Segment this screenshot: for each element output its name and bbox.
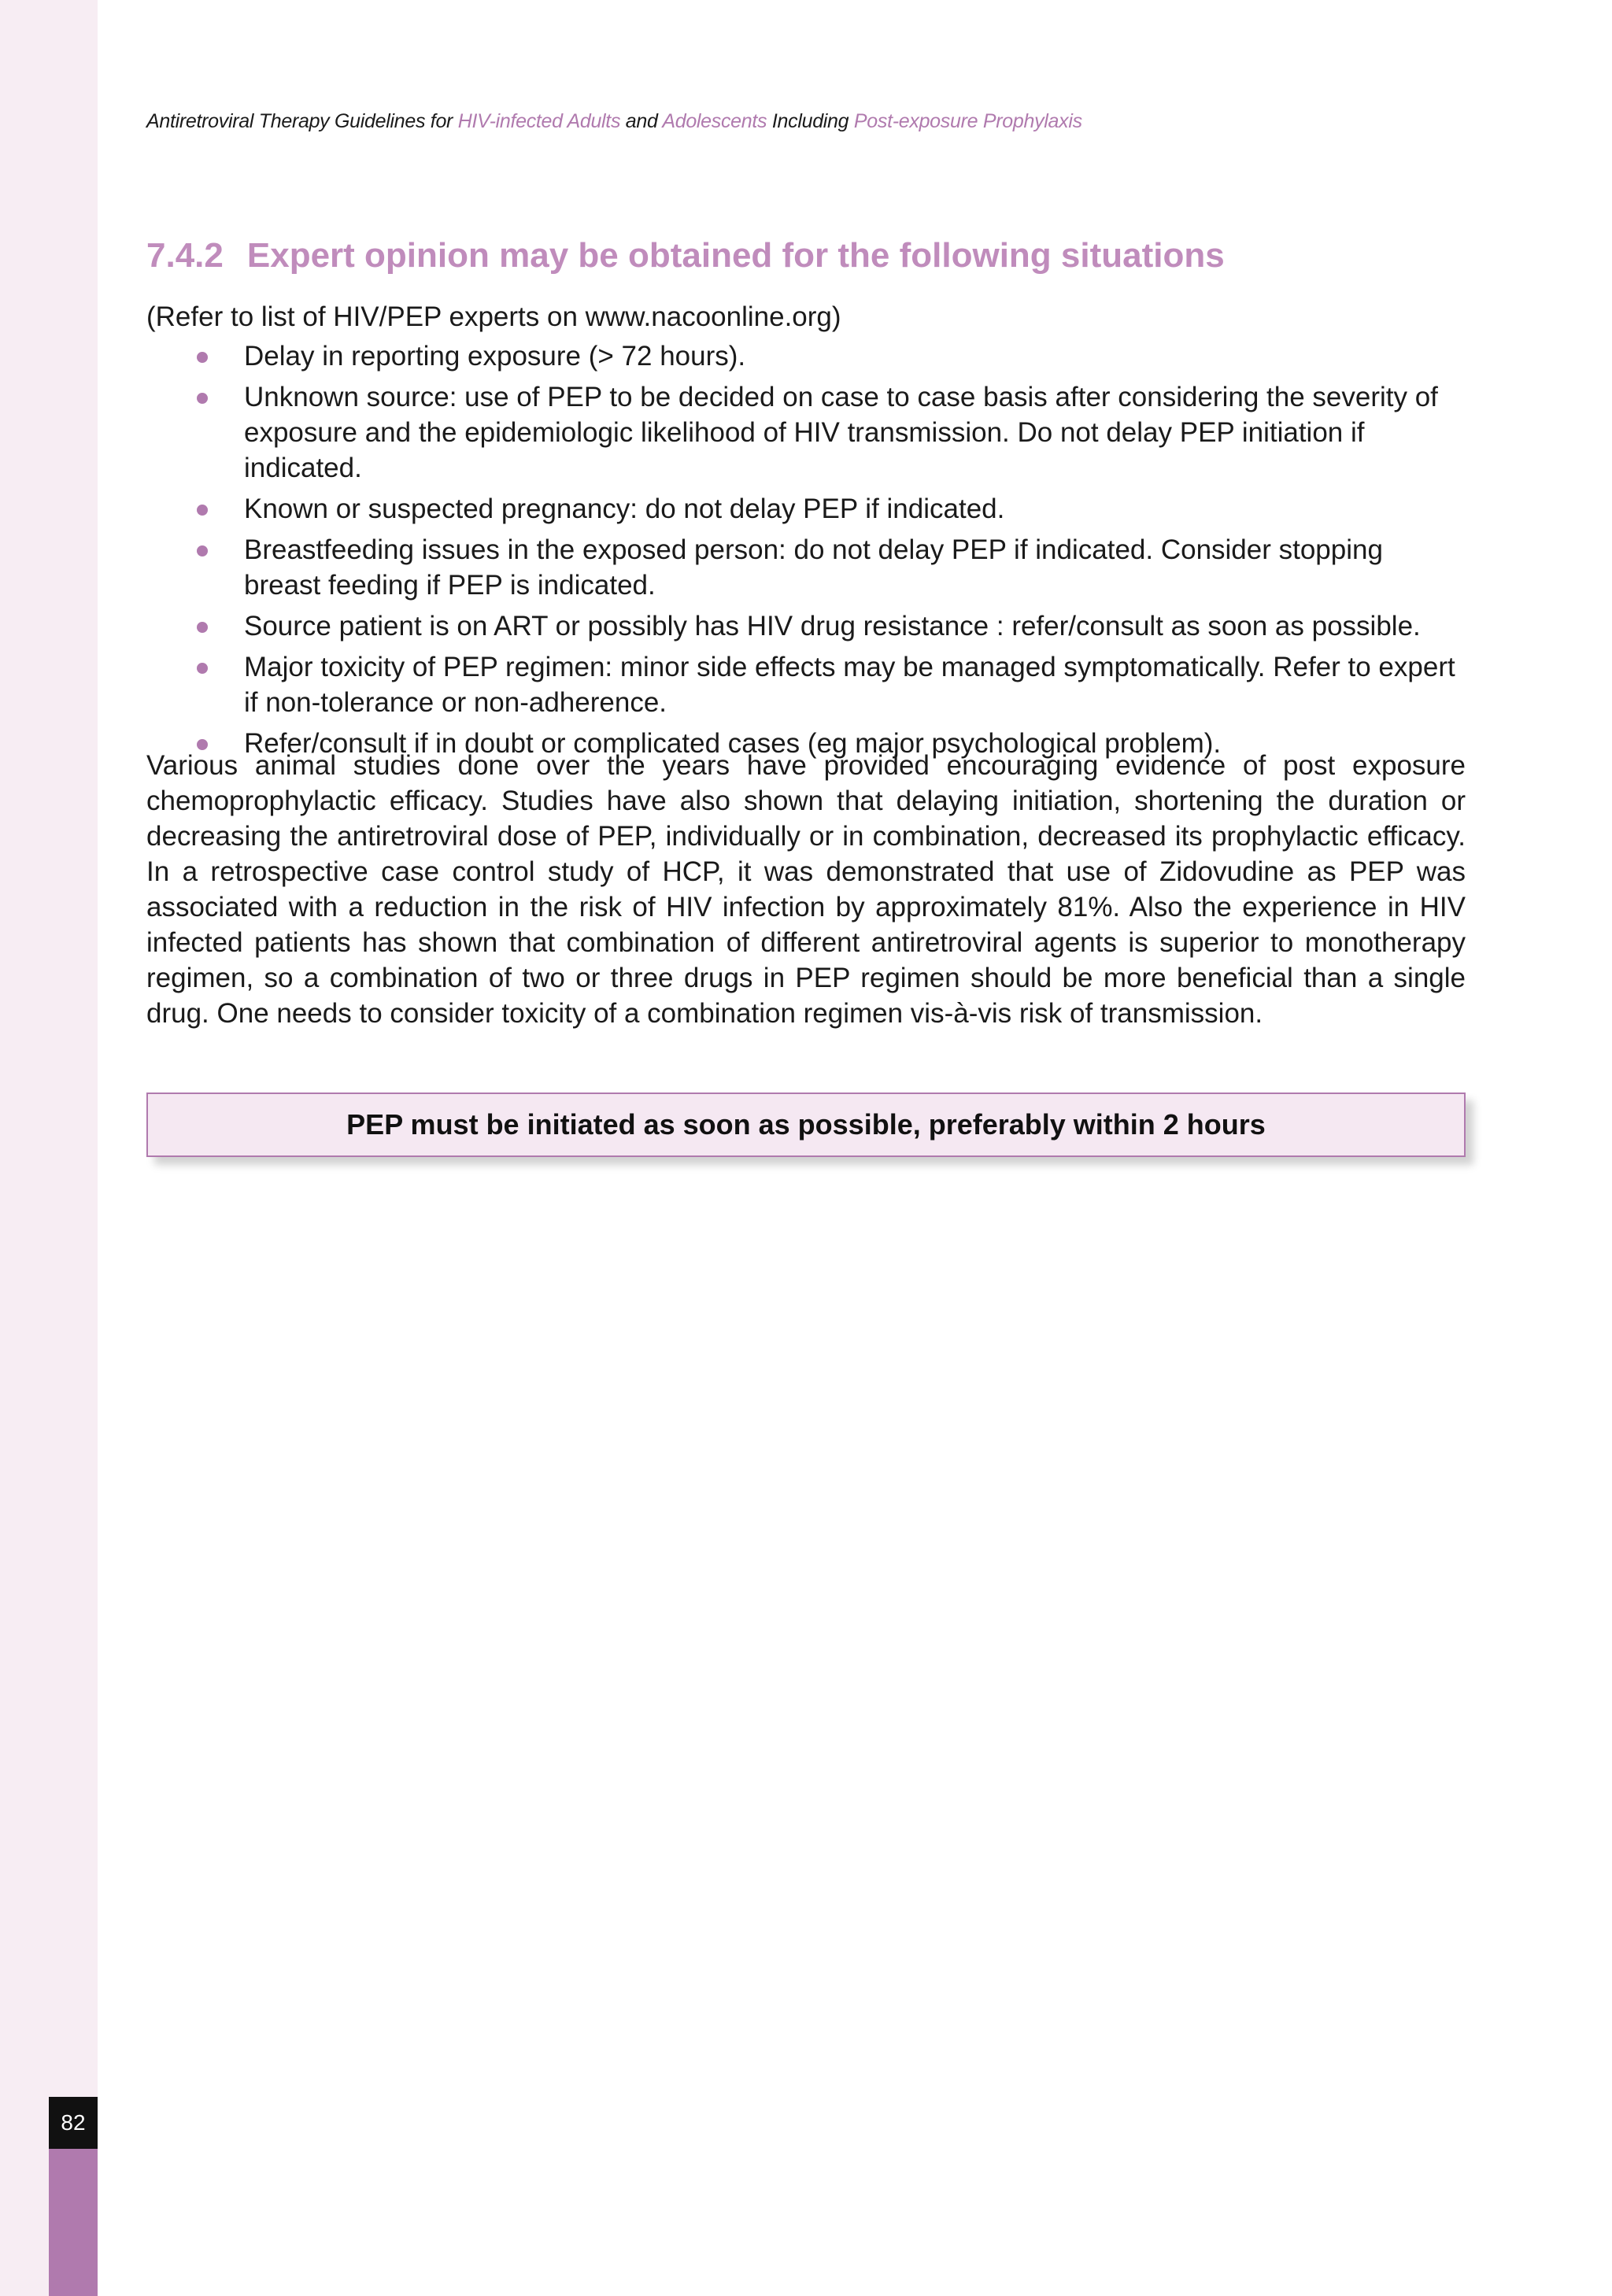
bullet-icon bbox=[197, 352, 208, 363]
header-text-3: Including bbox=[767, 110, 854, 132]
page-edge-tab bbox=[49, 2149, 98, 2296]
body-paragraph: Various animal studies done over the years have provided encouraging evidence of post exposure chemoprophylactic efficacy. Studies have also shown that delaying initiation, shortening the duration or decreasing the antiretroviral dose of PEP, individually or in combination, decreased its prophylactic efficacy. In a retrospective case control study of HCP, it was demonstrated that use of Zidovudine as PEP was associated with a reduction in the risk of HIV infection by approximately 81%. Also the experience in HIV infected patients has shown that combination of different antiretroviral agents is superior to monotherapy regimen, so a combination of two or three drugs in PEP regimen should be more beneficial than a single drug. One needs to consider toxicity of a combination regimen vis-à-vis risk of transmission. bbox=[146, 750, 1466, 1029]
list-item bbox=[146, 379, 1466, 486]
section-number: 7.4.2 bbox=[146, 236, 224, 275]
list-item bbox=[146, 338, 1466, 374]
header-audience-2: Adolescents bbox=[662, 110, 767, 132]
list-item-text: Major toxicity of PEP regimen: minor side effects may be managed symptomatically. Refer to expert if non-tolerance or non-adherence. bbox=[244, 652, 1455, 718]
key-message-callout bbox=[146, 1093, 1466, 1157]
list-item bbox=[146, 649, 1466, 720]
bullet-icon bbox=[197, 545, 208, 556]
section-title: Expert opinion may be obtained for the following situations bbox=[246, 236, 1225, 275]
callout-text: PEP must be initiated as soon as possible, preferably within 2 hours bbox=[346, 1108, 1266, 1141]
bullet-icon bbox=[197, 663, 208, 674]
reference-line: (Refer to list of HIV/PEP experts on www.nacoonline.org) bbox=[146, 301, 841, 332]
list-item-text: Delay in reporting exposure (> 72 hours). bbox=[244, 341, 746, 372]
bullet-icon bbox=[197, 505, 208, 516]
header-audience-1: HIV-infected Adults bbox=[457, 110, 621, 132]
list-item bbox=[146, 491, 1466, 527]
list-item-text: Unknown source: use of PEP to be decided on case to case basis after considering the severity of exposure and the epidemiologic likelihood of HIV transmission. Do not delay PEP initiation if indicated. bbox=[244, 382, 1438, 483]
page-number: 82 bbox=[49, 2097, 98, 2149]
section-heading bbox=[146, 236, 1225, 275]
list-item bbox=[146, 532, 1466, 603]
list-item-text: Refer/consult if in doubt or complicated cases (eg major psychological problem). bbox=[244, 728, 1222, 759]
list-item-text: Breastfeeding issues in the exposed person: do not delay PEP if indicated. Consider stopping breast feeding if PEP is indicated. bbox=[244, 534, 1383, 601]
situations-list bbox=[146, 338, 1466, 767]
bullet-icon bbox=[197, 622, 208, 633]
header-topic: Post-exposure Prophylaxis bbox=[853, 110, 1082, 132]
header-text-2: and bbox=[620, 110, 663, 132]
header-text-1: Antiretroviral Therapy Guidelines for bbox=[146, 110, 458, 132]
list-item bbox=[146, 608, 1466, 644]
list-item-text: Source patient is on ART or possibly has HIV drug resistance : refer/consult as soon as possible. bbox=[244, 611, 1421, 641]
bullet-icon bbox=[197, 393, 208, 404]
list-item-text: Known or suspected pregnancy: do not delay PEP if indicated. bbox=[244, 494, 1005, 524]
side-margin-band bbox=[0, 0, 98, 2296]
running-header bbox=[146, 110, 1082, 133]
